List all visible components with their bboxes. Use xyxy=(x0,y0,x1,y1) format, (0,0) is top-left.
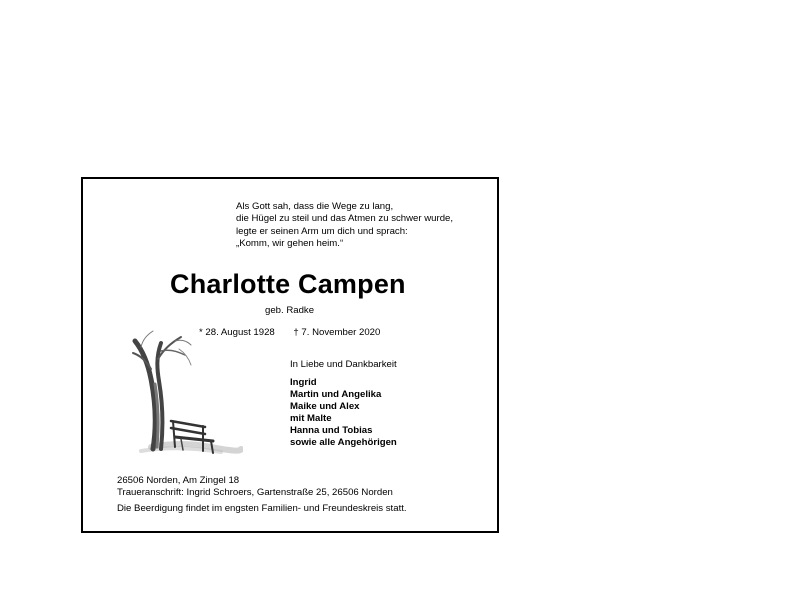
family-list xyxy=(290,377,397,450)
poem-line: Als Gott sah, dass die Wege zu lang, xyxy=(236,201,394,212)
dedication: In Liebe und Dankbarkeit xyxy=(290,359,397,370)
poem xyxy=(236,201,453,251)
poem-line: die Hügel zu steil und das Atmen zu schwer wurde, xyxy=(236,213,454,225)
poem-line: legte er seinen Arm um dich und sprach: xyxy=(236,225,408,237)
deceased-name: Charlotte Campen xyxy=(170,269,406,299)
family-member: Ingrid xyxy=(290,377,317,388)
family-member: mit Malte xyxy=(290,413,332,425)
death-date: † 7. November 2020 xyxy=(293,327,381,338)
maiden-name: geb. Radke xyxy=(265,305,315,316)
family-member: Maike und Alex xyxy=(290,401,360,413)
address-block xyxy=(117,475,393,499)
family-member: sowie alle Angehörigen xyxy=(290,437,397,449)
residence-address: 26506 Norden, Am Zingel 18 xyxy=(117,475,240,486)
family-member: Martin und Angelika xyxy=(290,389,382,401)
tree-bench-illustration xyxy=(131,329,243,459)
birth-date: * 28. August 1928 xyxy=(199,327,275,338)
poem-line: „Komm, wir gehen heim.“ xyxy=(236,238,344,250)
mourning-address: Traueranschrift: Ingrid Schroers, Gartenstraße 25, 26506 Norden xyxy=(117,487,393,499)
family-member: Hanna und Tobias xyxy=(290,425,373,437)
obituary-notice xyxy=(81,177,499,533)
funeral-note: Die Beerdigung findet im engsten Familien- und Freundeskreis statt. xyxy=(117,503,407,514)
